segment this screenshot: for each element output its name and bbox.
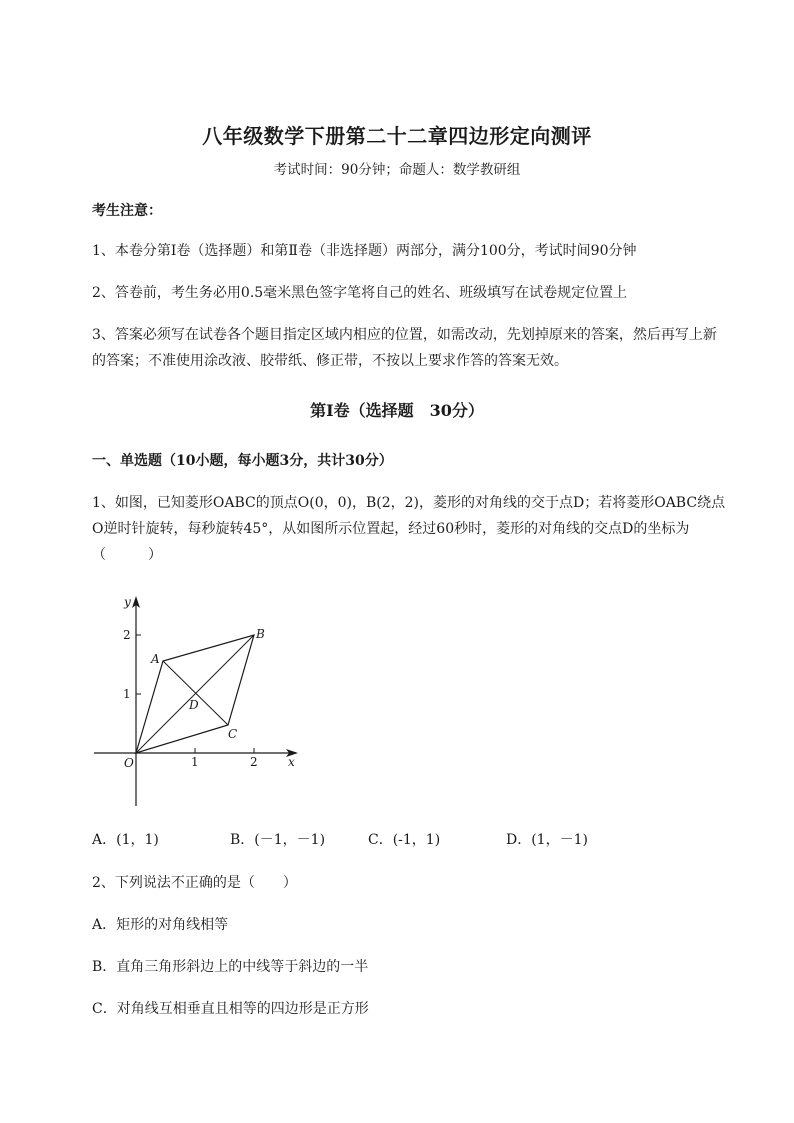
point-label-d: D [189, 698, 199, 712]
y-axis-label: y [124, 595, 131, 609]
section-heading: 一、单选题（10小题，每小题3分，共计30分） [92, 453, 393, 469]
q1-stem-line1: 1、如图，已知菱形OABC的顶点O(0，0)，B(2，2)，菱形的对角线的交于点D；若将菱形OABC绕点 [92, 495, 726, 511]
q1-option-b[interactable]: B．(－1，－1) [230, 832, 326, 848]
point-label-c: C [228, 727, 238, 741]
q1-figure [88, 590, 308, 810]
notice-item-1: 1、本卷分第I卷（选择题）和第Ⅱ卷（非选择题）两部分，满分100分，考试时间90分钟 [92, 243, 637, 259]
notice-item-3-cont: 的答案；不准使用涂改液、胶带纸、修正带，不按以上要求作答的答案无效。 [92, 353, 568, 369]
exam-title: 八年级数学下册第二十二章四边形定向测评 [202, 124, 592, 148]
x-tick-label-2: 2 [250, 755, 258, 769]
x-axis-label: x [288, 755, 295, 769]
notice-item-3: 3、答案必须写在试卷各个题目指定区域内相应的位置，如需改动，先划掉原来的答案，然后再写上新 [92, 327, 717, 343]
q2-option-c[interactable]: C．对角线互相垂直且相等的四边形是正方形 [92, 1001, 369, 1017]
point-label-b: B [256, 627, 265, 641]
notice-heading: 考生注意： [92, 203, 162, 219]
point-label-a: A [151, 652, 160, 666]
q1-option-d[interactable]: D．(1，－1) [506, 832, 588, 848]
x-tick-label-1: 1 [191, 755, 199, 769]
exam-subtitle: 考试时间：90分钟；命题人：数学教研组 [273, 162, 521, 178]
rhombus-diagram [88, 590, 308, 810]
q2-option-b[interactable]: B．直角三角形斜边上的中线等于斜边的一半 [92, 959, 369, 975]
notice-item-2: 2、答卷前，考生务必用0.5毫米黑色签字笔将自己的姓名、班级填写在试卷规定位置上 [92, 285, 628, 301]
q2-option-a[interactable]: A．矩形的对角线相等 [92, 917, 229, 933]
q1-option-a[interactable]: A．(1，1) [92, 832, 159, 848]
point-label-o: O [124, 756, 134, 770]
y-tick-label-1: 1 [123, 687, 131, 701]
q1-stem-line3: （ ） [92, 547, 162, 563]
q1-stem-line2: O逆时针旋转，每秒旋转45°，从如图所示位置起，经过60秒时，菱形的对角线的交点D的坐标为 [92, 521, 690, 537]
q1-option-c[interactable]: C．(-1，1) [368, 832, 441, 848]
y-tick-label-2: 2 [123, 628, 131, 642]
part1-title: 第I卷（选择题 30分） [310, 401, 484, 420]
q2-stem: 2、下列说法不正确的是（ ） [92, 875, 297, 891]
